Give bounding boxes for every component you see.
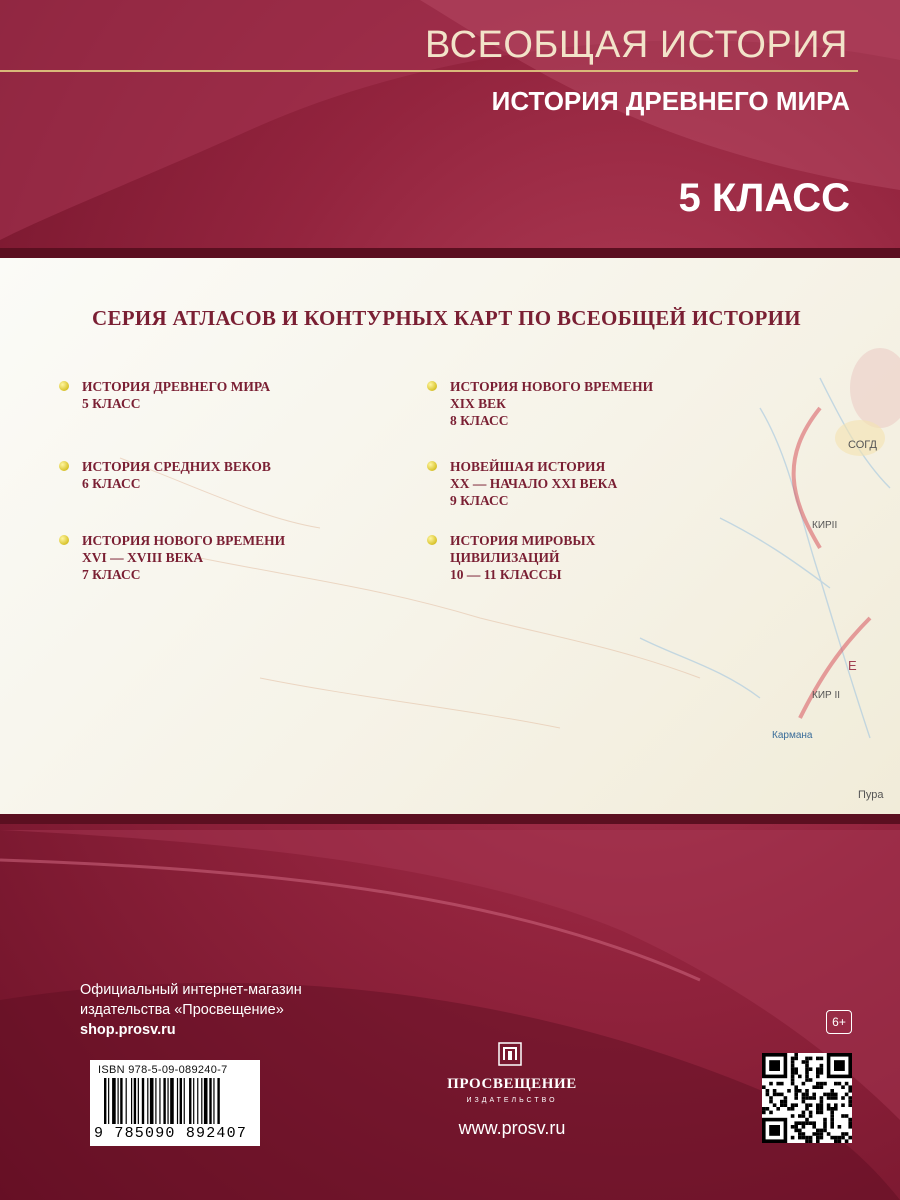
map-label: Пура [858, 789, 884, 801]
shop-url-link[interactable]: shop.prosv.ru [80, 1022, 176, 1038]
gold-divider [0, 70, 858, 72]
series-heading: СЕРИЯ АТЛАСОВ И КОНТУРНЫХ КАРТ ПО ВСЕОБЩЕЙ ИСТОРИИ [92, 306, 801, 330]
map-label: Е [848, 658, 857, 673]
grade-label: 5 КЛАСС [678, 176, 850, 220]
series-panel [0, 258, 900, 814]
series-item: ИСТОРИЯ СРЕДНИХ ВЕКОВ 6 КЛАСС [82, 458, 271, 492]
barcode-icon [104, 1078, 252, 1124]
publisher-mark-icon [498, 1042, 522, 1066]
bullet-icon [427, 461, 437, 471]
publisher-subtitle: ИЗДАТЕЛЬСТВО [466, 1097, 558, 1104]
isbn-barcode-block [90, 1060, 260, 1146]
shop-line: Официальный интернет-магазин [80, 982, 302, 998]
ean-number: 9 785090 892407 [94, 1125, 248, 1142]
bullet-icon [59, 535, 69, 545]
bullet-icon [59, 381, 69, 391]
map-label: КИРII [812, 520, 838, 531]
series-item: НОВЕЙШАЯ ИСТОРИЯ XX — НАЧАЛО XXI ВЕКА 9 КЛАСС [450, 458, 617, 509]
publisher-url-link[interactable]: www.prosv.ru [458, 1118, 566, 1138]
map-label: СОГД [848, 439, 877, 451]
series-item: ИСТОРИЯ НОВОГО ВРЕМЕНИ XVI — XVIII ВЕКА 7 КЛАСС [82, 532, 285, 583]
age-rating-badge: 6+ [826, 1010, 852, 1034]
shop-line: издательства «Просвещение» [80, 1002, 284, 1018]
panel-border-bottom [0, 814, 900, 824]
panel-border-top [0, 248, 900, 258]
bullet-icon [59, 461, 69, 471]
series-item: ИСТОРИЯ МИРОВЫХ ЦИВИЛИЗАЦИЙ 10 — 11 КЛАССЫ [450, 532, 595, 583]
series-item: ИСТОРИЯ НОВОГО ВРЕМЕНИ XIX ВЕК 8 КЛАСС [450, 378, 653, 429]
publisher-logo [432, 1040, 592, 1150]
bullet-icon [427, 381, 437, 391]
map-label: Кармана [772, 730, 813, 741]
series-item: ИСТОРИЯ ДРЕВНЕГО МИРА 5 КЛАСС [82, 378, 270, 412]
map-label: КИР II [812, 690, 841, 701]
shop-info [80, 980, 302, 1040]
qr-code-icon [762, 1053, 852, 1143]
bullet-icon [427, 535, 437, 545]
series-title: ВСЕОБЩАЯ ИСТОРИЯ [425, 24, 848, 66]
book-title: ИСТОРИЯ ДРЕВНЕГО МИРА [491, 86, 850, 116]
isbn-number: ISBN 978-5-09-089240-7 [98, 1064, 228, 1076]
publisher-name: ПРОСВЕЩЕНИЕ [447, 1076, 577, 1092]
